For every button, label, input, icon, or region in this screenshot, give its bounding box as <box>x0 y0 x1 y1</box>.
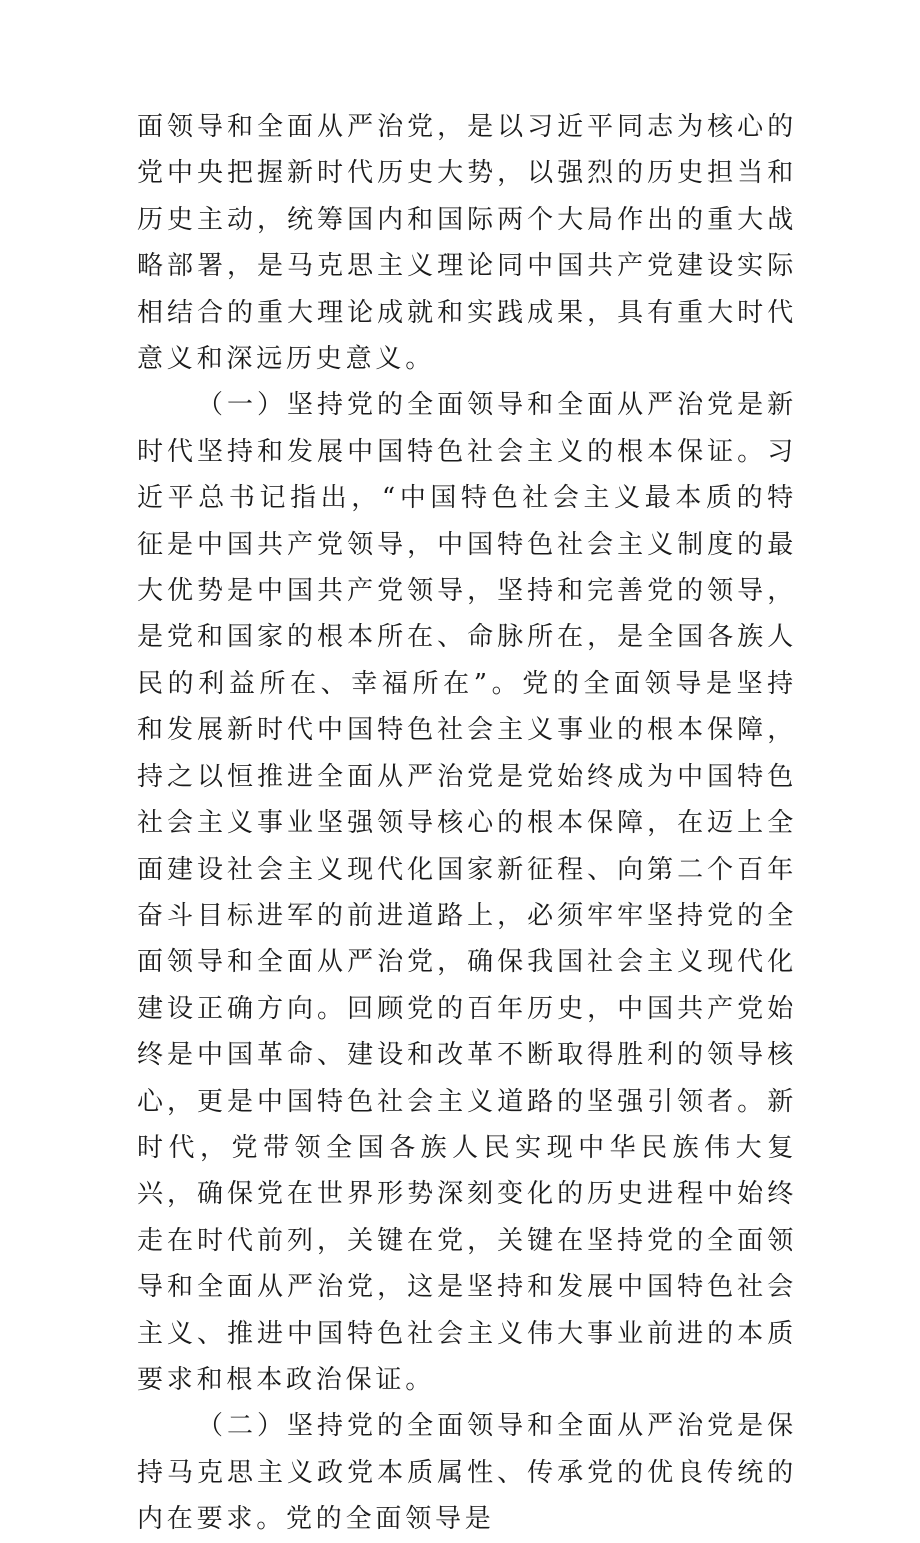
document-body <box>137 104 797 1543</box>
paragraph-1: 面领导和全面从严治党，是以习近平同志为核心的党中央把握新时代历史大势，以强烈的历史担当和历史主动，统筹国内和国际两个大局作出的重大战略部署，是马克思主义理论同中国共产党建设实际相结合的重大理论成就和实践成果，具有重大时代意义和深远历史意义。 <box>137 112 797 375</box>
paragraph-2: （一）坚持党的全面领导和全面从严治党是新时代坚持和发展中国特色社会主义的根本保证。习近平总书记指出，“中国特色社会主义最本质的特征是中国共产党领导，中国特色社会主义制度的最大优势是中国共产党领导，坚持和完善党的领导，是党和国家的根本所在、命脉所在，是全国各族人民的利益所在、幸福所在”。党的全面领导是坚持和发展新时代中国特色社会主义事业的根本保障，持之以恒推进全面从严治党是党始终成为中国特色社会主义事业坚强领导核心的根本保障，在迈上全面建设社会主义现代化国家新征程、向第二个百年奋斗目标进军的前进道路上，必须牢牢坚持党的全面领导和全面从严治党，确保我国社会主义现代化建设正确方向。回顾党的百年历史，中国共产党始终是中国革命、建设和改革不断取得胜利的领导核心，更是中国特色社会主义道路的坚强引领者。新时代，党带领全国各族人民实现中华民族伟大复兴，确保党在世界形势深刻变化的历史进程中始终走在时代前列，关键在党，关键在坚持党的全面领导和全面从严治党，这是坚持和发展中国特色社会主义、推进中国特色社会主义伟大事业前进的本质要求和根本政治保证。 <box>137 390 797 1395</box>
paragraph-3: （二）坚持党的全面领导和全面从严治党是保持马克思主义政党本质属性、传承党的优良传统的内在要求。党的全面领导是 <box>137 1411 797 1535</box>
